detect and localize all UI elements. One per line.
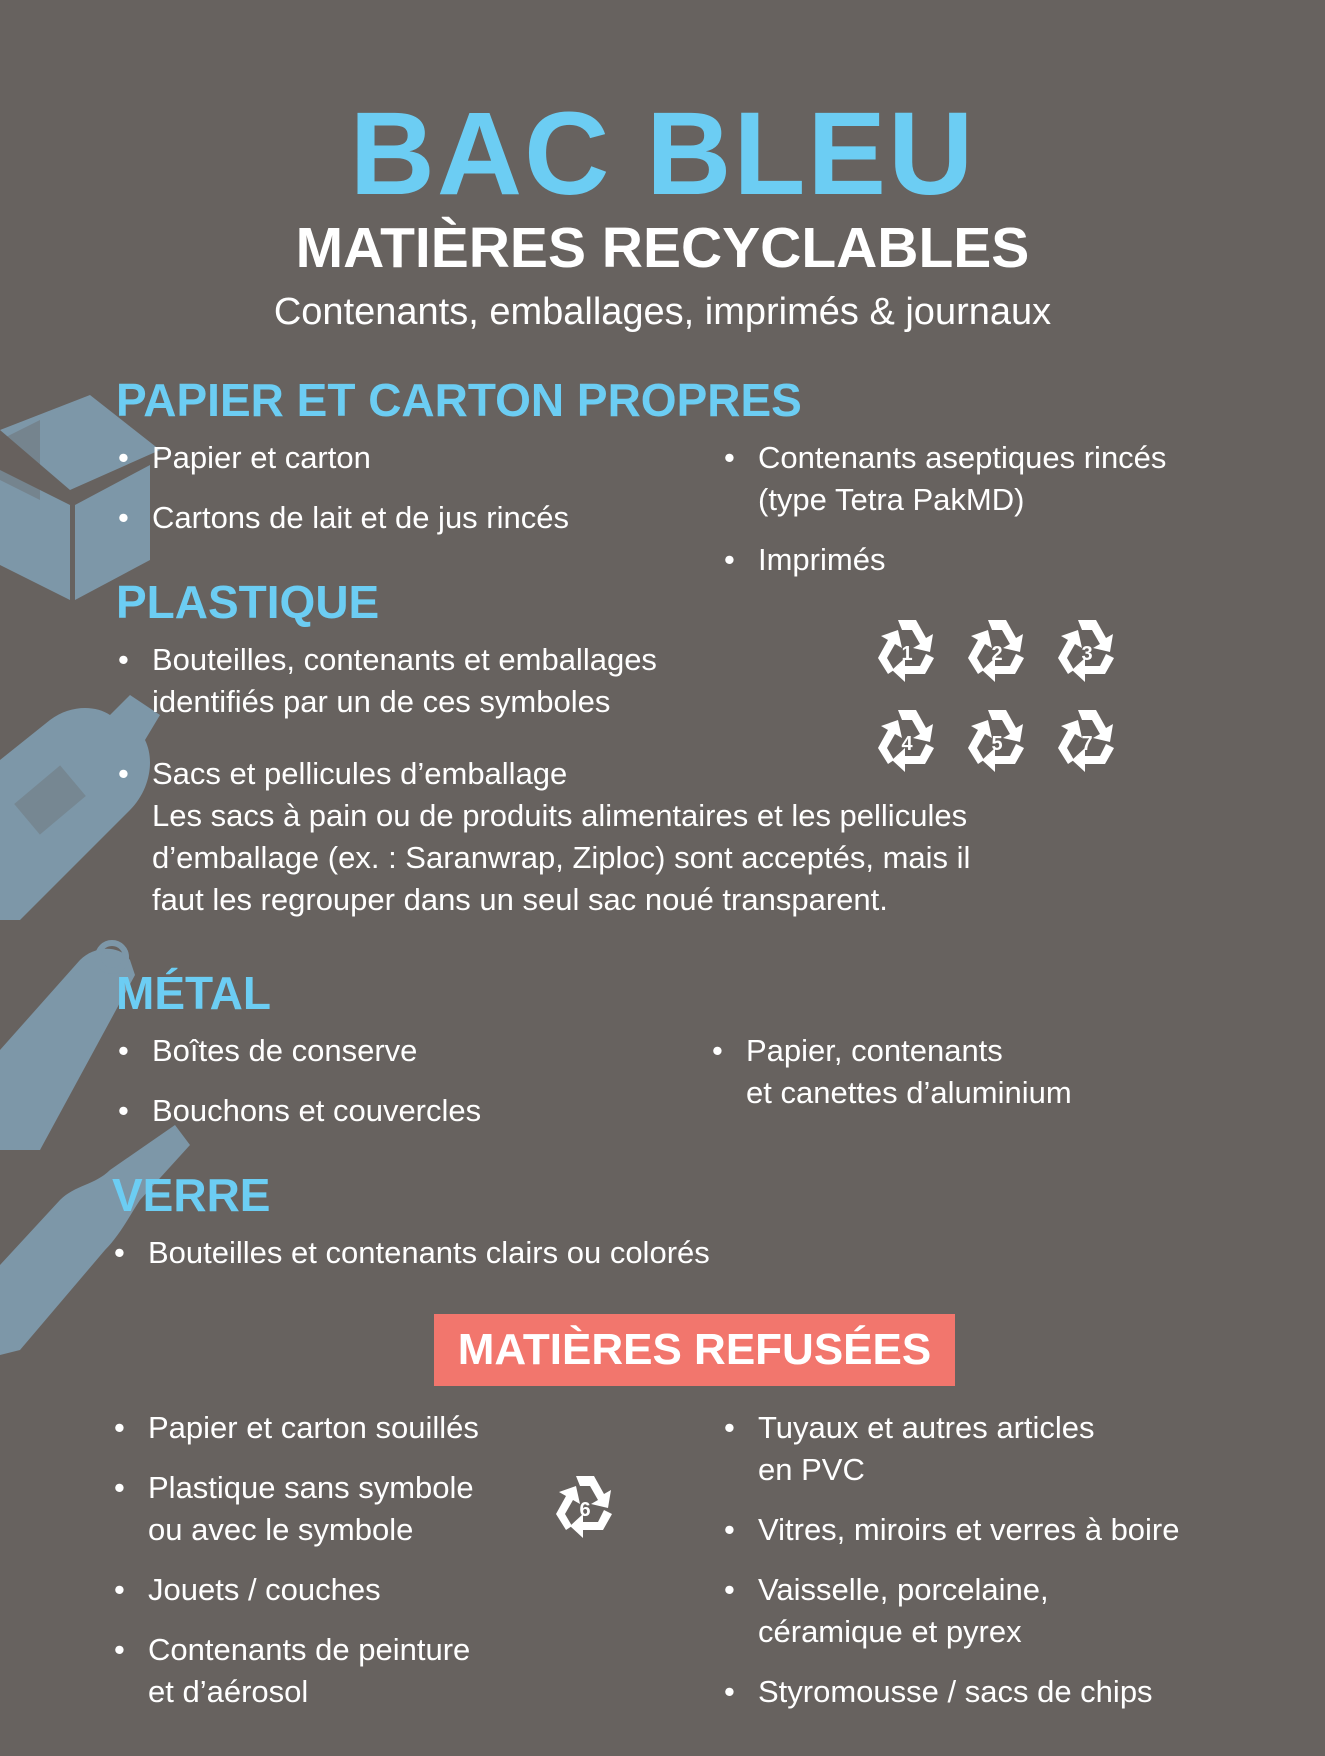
recycle-symbol-icon — [1048, 612, 1126, 690]
recycle-symbol-icon — [546, 1468, 624, 1546]
svg-text:1: 1 — [901, 643, 913, 665]
list-item: • Vitres, miroirs et verres à boire — [722, 1509, 1322, 1551]
recycle-symbols-grid — [868, 612, 1138, 782]
refused-list-left — [112, 1407, 672, 1713]
metal-list-left — [116, 1030, 676, 1132]
list-item: • Tuyaux et autres articles en PVC — [722, 1407, 1322, 1491]
papier-list-left — [116, 437, 676, 539]
recycle-symbol-icon — [868, 612, 946, 690]
refused-list-right — [722, 1407, 1322, 1713]
list-item: • Plastique sans symbole ou avec le symbole — [112, 1467, 672, 1551]
list-item: • Bouchons et couvercles — [116, 1090, 676, 1132]
list-item: • Boîtes de conserve — [116, 1030, 676, 1072]
svg-text:7: 7 — [1081, 733, 1093, 755]
list-item: • Vaisselle, porcelaine, céramique et pyrex — [722, 1569, 1322, 1653]
list-item: • Papier et carton souillés — [112, 1407, 672, 1449]
svg-text:3: 3 — [1081, 643, 1093, 665]
can-icon — [0, 943, 135, 1150]
list-item: • Papier, contenants et canettes d’aluminium — [710, 1030, 1290, 1114]
list-item: • Imprimés — [722, 539, 1302, 581]
page-title: BAC BLEU — [349, 88, 976, 220]
recycle-symbol-icon — [958, 612, 1036, 690]
list-item: • Bouteilles, contenants et emballages identifiés par un de ces symboles — [116, 639, 1196, 723]
list-item: • Sacs et pellicules d’emballage Les sacs à pain ou de produits alimentaires et les pellicules d’emballage (ex. : Saranwrap, Ziploc) sont acceptés, mais il faut les regrouper dans un seul sac noué transparent. — [116, 753, 1196, 921]
list-item: • Papier et carton — [116, 437, 676, 479]
recycle-symbol-icon — [958, 702, 1036, 780]
svg-text:5: 5 — [991, 733, 1003, 755]
list-item: • Styromousse / sacs de chips — [722, 1671, 1322, 1713]
recycle-symbol-icon — [868, 702, 946, 780]
recycle-symbol-icon — [1048, 702, 1126, 780]
section-heading-papier: PAPIER ET CARTON PROPRES — [116, 374, 802, 426]
verre-list — [112, 1232, 1112, 1274]
section-heading-plastique: PLASTIQUE — [116, 576, 380, 628]
refused-heading-badge: MATIÈRES REFUSÉES — [434, 1314, 955, 1386]
svg-text:4: 4 — [901, 733, 913, 755]
section-heading-metal: MÉTAL — [116, 967, 272, 1019]
papier-list-right — [722, 437, 1302, 581]
page-subtitle: MATIÈRES RECYCLABLES — [295, 216, 1030, 280]
page-tagline: Contenants, emballages, imprimés & journaux — [273, 291, 1052, 333]
svg-text:2: 2 — [991, 643, 1003, 665]
section-heading-verre: VERRE — [112, 1169, 271, 1221]
metal-list-right — [710, 1030, 1290, 1114]
list-item: • Contenants aseptiques rincés (type Tetra PakMD) — [722, 437, 1302, 521]
list-item: • Contenants de peinture et d’aérosol — [112, 1629, 672, 1713]
list-item: • Bouteilles et contenants clairs ou colorés — [112, 1232, 1112, 1274]
svg-text:6: 6 — [579, 1499, 591, 1521]
list-item: • Cartons de lait et de jus rincés — [116, 497, 676, 539]
list-item: • Jouets / couches — [112, 1569, 672, 1611]
